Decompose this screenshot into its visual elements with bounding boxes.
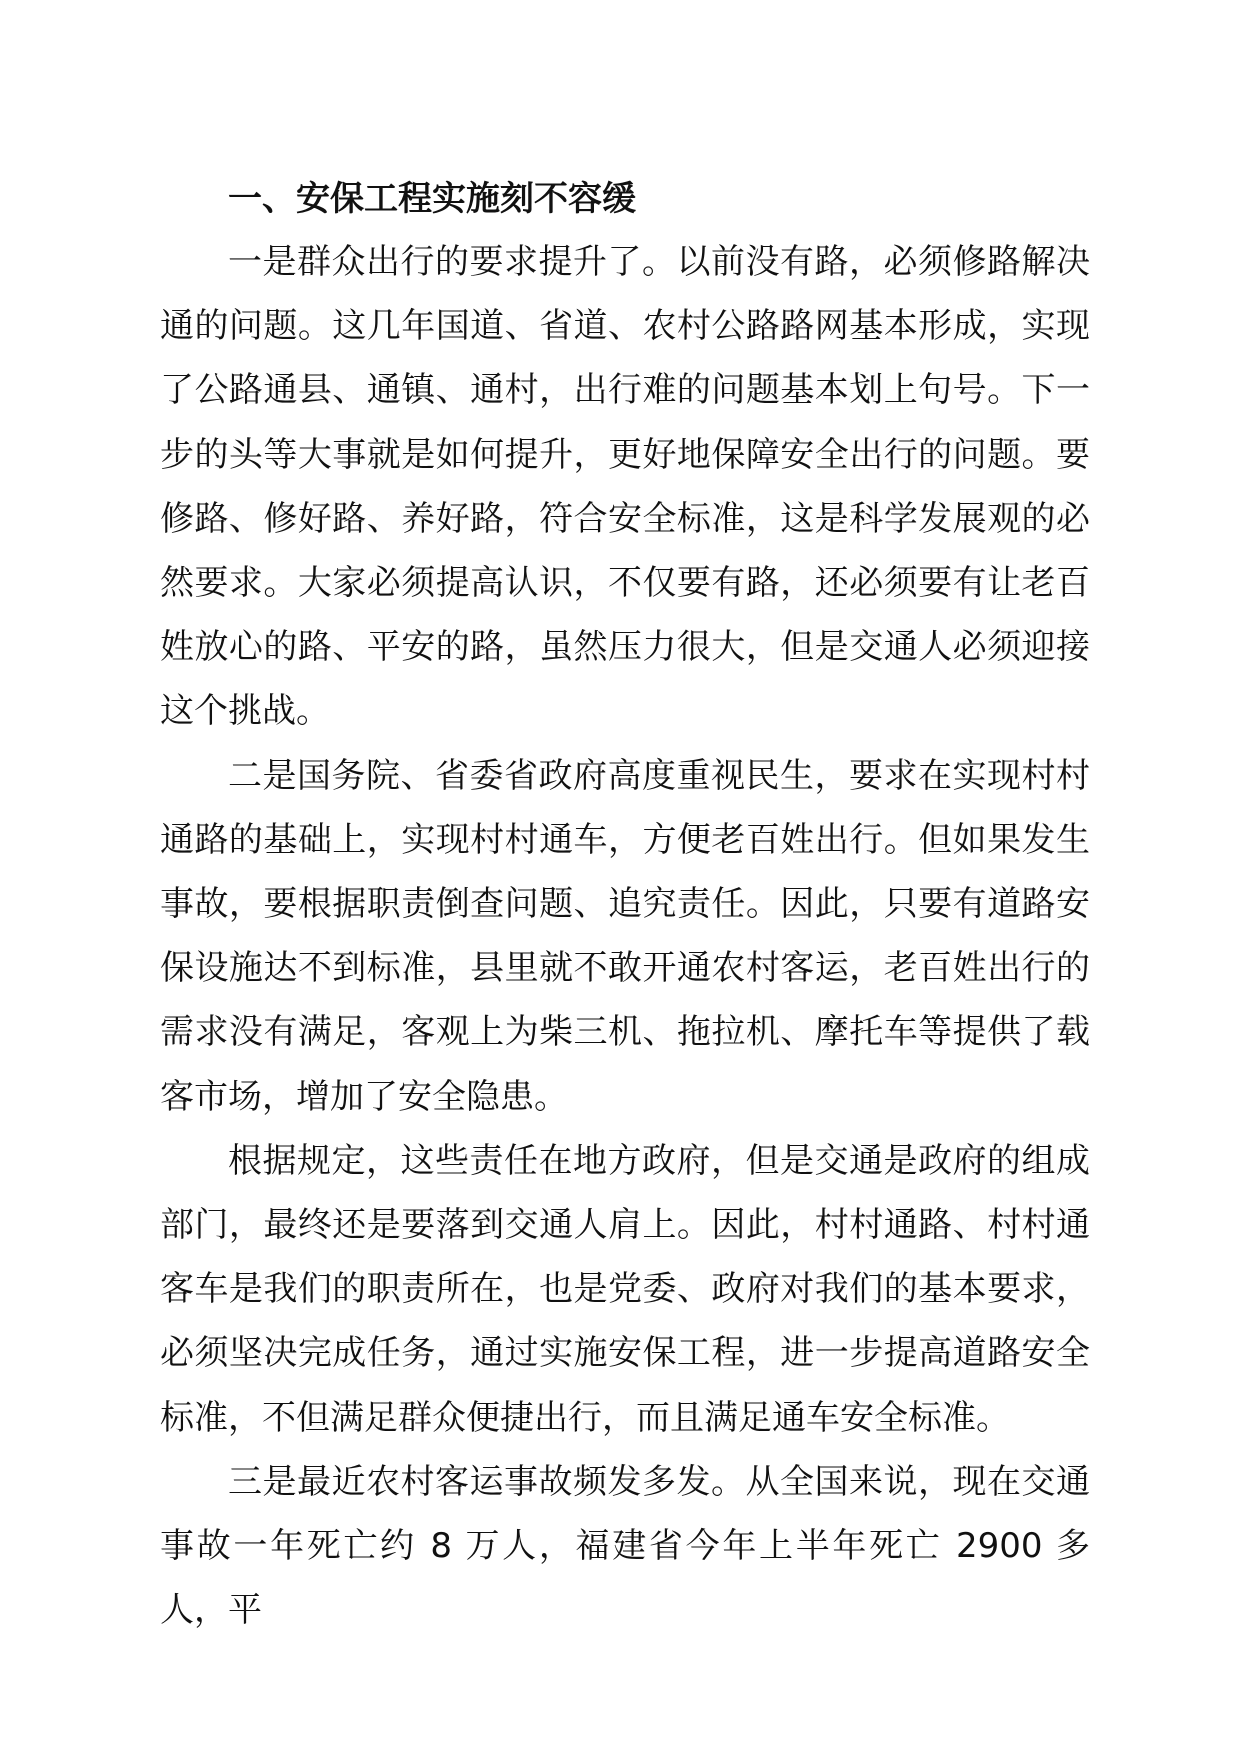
document-page xyxy=(160,168,1090,1642)
paragraph-1: 一是群众出行的要求提升了。以前没有路，必须修路解决通的问题。这几年国道、省道、农村公路路网基本形成，实现了公路通县、通镇、通村，出行难的问题基本划上句号。下一步的头等大事就是如何提升，更好地保障安全出行的问题。要修路、修好路、养好路，符合安全标准，这是科学发展观的必然要求。大家必须提高认识，不仅要有路，还必须要有让老百姓放心的路、平安的路，虽然压力很大，但是交通人必须迎接这个挑战。 xyxy=(160,242,1090,732)
paragraph-2: 二是国务院、省委省政府高度重视民生，要求在实现村村通路的基础上，实现村村通车，方便老百姓出行。但如果发生事故，要根据职责倒查问题、追究责任。因此，只要有道路安保设施达不到标准，县里就不敢开通农村客运，老百姓出行的需求没有满足，客观上为柴三机、拖拉机、摩托车等提供了载客市场，增加了安全隐患。 xyxy=(160,755,1090,1117)
paragraph-3: 根据规定，这些责任在地方政府，但是交通是政府的组成部门，最终还是要落到交通人肩上。因此，村村通路、村村通客车是我们的职责所在，也是党委、政府对我们的基本要求，必须坚决完成任务，通过实施安保工程，进一步提高道路安全标准，不但满足群众便捷出行，而且满足通车安全标准。 xyxy=(160,1140,1090,1438)
section-heading: 一、安保工程实施刻不容缓 xyxy=(228,179,636,219)
paragraph-4: 三是最近农村客运事故频发多发。从全国来说，现在交通事故一年死亡约 8 万人，福建省今年上半年死亡 2900 多人，平 xyxy=(160,1461,1090,1631)
